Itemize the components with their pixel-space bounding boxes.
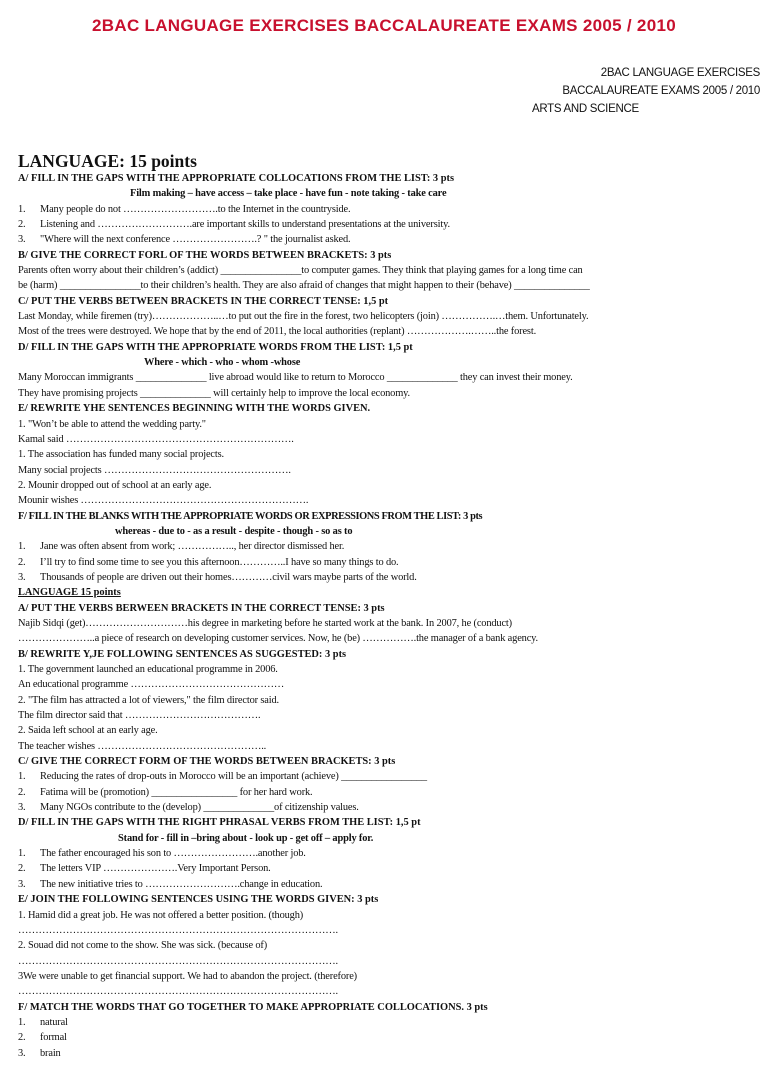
item-text: Many NGOs contribute to the (develop) ______________of citizenship values.: [40, 802, 359, 814]
item-number: 2.: [18, 786, 26, 798]
paragraph-line: ………………………………………………………………………………….: [18, 986, 338, 998]
list-item: [18, 1015, 748, 1030]
right-header-line: ARTS AND SCIENCE: [532, 103, 639, 115]
part-two-section-d-heading: D/ FILL IN THE GAPS WITH THE RIGHT PHRASAL VERBS FROM THE LIST: 1,5 pt: [18, 817, 421, 829]
part-two-section-f-heading: F/ MATCH THE WORDS THAT GO TOGETHER TO MAKE APPROPRIATE COLLOCATIONS. 3 pts: [18, 1001, 488, 1013]
paragraph-line: Many Moroccan immigrants ______________ live abroad would like to return to Morocco ______________ they can invest their money.: [18, 372, 573, 384]
document-body: [18, 151, 748, 1061]
section-a-word-list: Film making – have access – take place - have fun - note taking - take care: [130, 188, 447, 200]
paragraph-line: 2. "The film has attracted a lot of viewers," the film director said.: [18, 694, 279, 706]
paragraph-line: 2. Souad did not come to the show. She was sick. (because of): [18, 940, 268, 952]
item-number: 2.: [18, 556, 26, 568]
item-text: Jane was often absent from work; …………….., her director dismissed her.: [40, 541, 345, 553]
item-number: 2.: [18, 863, 26, 875]
item-text: natural: [40, 1016, 68, 1028]
item-number: 1.: [18, 771, 26, 783]
paragraph-line: Many social projects ……………………………………………….: [18, 464, 291, 476]
paragraph-line: 2. Saida left school at an early age.: [18, 725, 158, 737]
section-d-word-list: Where - which - who - whom -whose: [144, 357, 301, 369]
list-item: [18, 539, 748, 554]
item-number: 3.: [18, 802, 26, 814]
document-banner: 2BAC LANGUAGE EXERCISES BACCALAUREATE EXAMS 2005 / 2010: [92, 16, 676, 35]
paragraph-line: Most of the trees were destroyed. We hope that by the end of 2011, the local authorities (replant) ……………….……..the forest.: [18, 326, 537, 338]
part-two-section-b-heading: B/ REWRITE Y,JE FOLLOWING SENTENCES AS SUGGESTED: 3 pts: [18, 648, 347, 660]
paragraph-line: The teacher wishes …………………………………………..: [18, 740, 267, 752]
item-number: 1.: [18, 848, 26, 860]
item-text: "Where will the next conference …………………….? " the journalist asked.: [40, 234, 351, 246]
paragraph-line: Parents often worry about their children’s (addict) ________________to computer games. They think that playing games for a long time can: [18, 265, 583, 277]
paragraph-line: Najib Sidqi (get)…………………………his degree in marketing before he started work at the bank. In 2007, he (conduct): [18, 617, 512, 629]
list-item: [18, 846, 748, 861]
item-text: I’ll try to find some time to see you this afternoon…………..I have so many things to do.: [40, 556, 399, 568]
section-d-heading: D/ FILL IN THE GAPS WITH THE APPROPRIATE WORDS FROM THE LIST: 1,5 pt: [18, 341, 413, 353]
list-item: [18, 785, 748, 800]
part-two-title: LANGUAGE 15 points: [18, 587, 121, 599]
part-two-section-c-heading: C/ GIVE THE CORRECT FORM OF THE WORDS BETWEEN BRACKETS: 3 pts: [18, 756, 396, 768]
item-number: 2.: [18, 1032, 26, 1044]
right-header-line: BACCALAUREATE EXAMS 2005 / 2010: [562, 85, 760, 97]
section-f-heading: F/ FILL IN THE BLANKS WITH THE APPROPRIATE WORDS OR EXPRESSIONS FROM THE LIST: 3 pts: [18, 510, 483, 522]
list-item: [18, 877, 748, 892]
item-text: The new initiative tries to ……………………….change in education.: [40, 878, 323, 890]
section-a-heading: A/ FILL IN THE GAPS WITH THE APPROPRIATE COLLOCATIONS FROM THE LIST: 3 pts: [18, 173, 455, 184]
item-number: 3.: [18, 234, 26, 246]
list-item: [18, 202, 748, 217]
paragraph-line: 2. Mounir dropped out of school at an early age.: [18, 479, 212, 491]
list-item: [18, 861, 748, 876]
paragraph-line: 1. The association has funded many social projects.: [18, 449, 224, 461]
right-header: [528, 64, 760, 118]
item-number: 3.: [18, 1047, 26, 1059]
page-title: LANGUAGE: 15 points: [18, 151, 197, 171]
paragraph-line: 1. The government launched an educational programme in 2006.: [18, 664, 278, 675]
paragraph-line: ………………………………………………………………………………….: [18, 955, 338, 967]
item-number: 1.: [18, 203, 26, 215]
paragraph-line: An educational programme ………………………………………: [18, 679, 285, 691]
paragraph-line: 1. Hamid did a great job. He was not offered a better position. (though): [18, 909, 304, 921]
item-text: formal: [40, 1032, 67, 1044]
paragraph-line: 3We were unable to get financial support. We had to abandon the project. (therefore): [18, 970, 357, 982]
item-text: Reducing the rates of drop-outs in Morocco will be an important (achieve) _________________: [40, 771, 427, 783]
list-item: [18, 1046, 748, 1061]
paragraph-line: Kamal said ………………………………………………………….: [18, 433, 294, 445]
section-e-heading: E/ REWRITE YHE SENTENCES BEGINNING WITH THE WORDS GIVEN.: [18, 403, 371, 415]
list-item: [18, 800, 748, 815]
paragraph-line: …………………..a piece of research on developing customer services. Now, he (be) …………….the manager of a bank agency.: [18, 633, 538, 645]
paragraph-line: The film director said that ………………………………….: [18, 710, 261, 722]
list-item: [18, 570, 748, 585]
item-text: Fatima will be (promotion) _________________ for her hard work.: [40, 786, 313, 798]
list-item: [18, 555, 748, 570]
item-number: 1.: [18, 1016, 26, 1028]
section-f-word-list: whereas - due to - as a result - despite - though - so as to: [115, 525, 353, 537]
list-item: [18, 232, 748, 247]
section-b-heading: B/ GIVE THE CORRECT FORL OF THE WORDS BETWEEN BRACKETS: 3 pts: [18, 249, 392, 261]
item-text: brain: [40, 1047, 61, 1059]
item-text: The father encouraged his son to …………………….another job.: [40, 848, 306, 860]
list-item: [18, 217, 748, 232]
item-text: Listening and ……………………….are important skills to understand presentations at the university.: [40, 219, 450, 231]
item-text: Many people do not ……………………….to the Internet in the countryside.: [40, 203, 351, 215]
item-number: 3.: [18, 571, 26, 583]
section-c-heading: C/ PUT THE VERBS BETWEEN BRACKETS IN THE CORRECT TENSE: 1,5 pt: [18, 295, 389, 307]
part-two-section-d-word-list: Stand for - fill in –bring about - look up - get off – apply for.: [118, 832, 374, 844]
paragraph-line: They have promising projects ______________ will certainly help to improve the local economy.: [18, 387, 410, 399]
list-item: [18, 769, 748, 784]
item-text: Thousands of people are driven out their homes…………civil wars maybe parts of the world.: [40, 571, 417, 583]
part-two-section-e-heading: E/ JOIN THE FOLLOWING SENTENCES USING THE WORDS GIVEN: 3 pts: [18, 894, 379, 906]
paragraph-line: Mounir wishes ………………………………………………………….: [18, 495, 309, 507]
list-item: [18, 1030, 748, 1045]
item-number: 3.: [18, 878, 26, 890]
paragraph-line: be (harm) ________________to their children’s health. They are also afraid of changes that might happen to their (behave) _______________: [18, 280, 590, 292]
paragraph-line: ………………………………………………………………………………….: [18, 924, 338, 936]
item-number: 1.: [18, 541, 26, 553]
item-number: 2.: [18, 219, 26, 231]
item-text: The letters VIP ………………….Very Important Person.: [40, 863, 271, 875]
paragraph-line: Last Monday, while firemen (try)………………..…to put out the fire in the forest, two helicopters (join) …………….…them. Unfortunately.: [18, 311, 589, 323]
right-header-line: 2BAC LANGUAGE EXERCISES: [600, 67, 760, 79]
paragraph-line: 1. "Won’t be able to attend the wedding party.": [18, 418, 206, 430]
part-two-section-a-heading: A/ PUT THE VERBS BERWEEN BRACKETS IN THE CORRECT TENSE: 3 pts: [18, 602, 385, 614]
